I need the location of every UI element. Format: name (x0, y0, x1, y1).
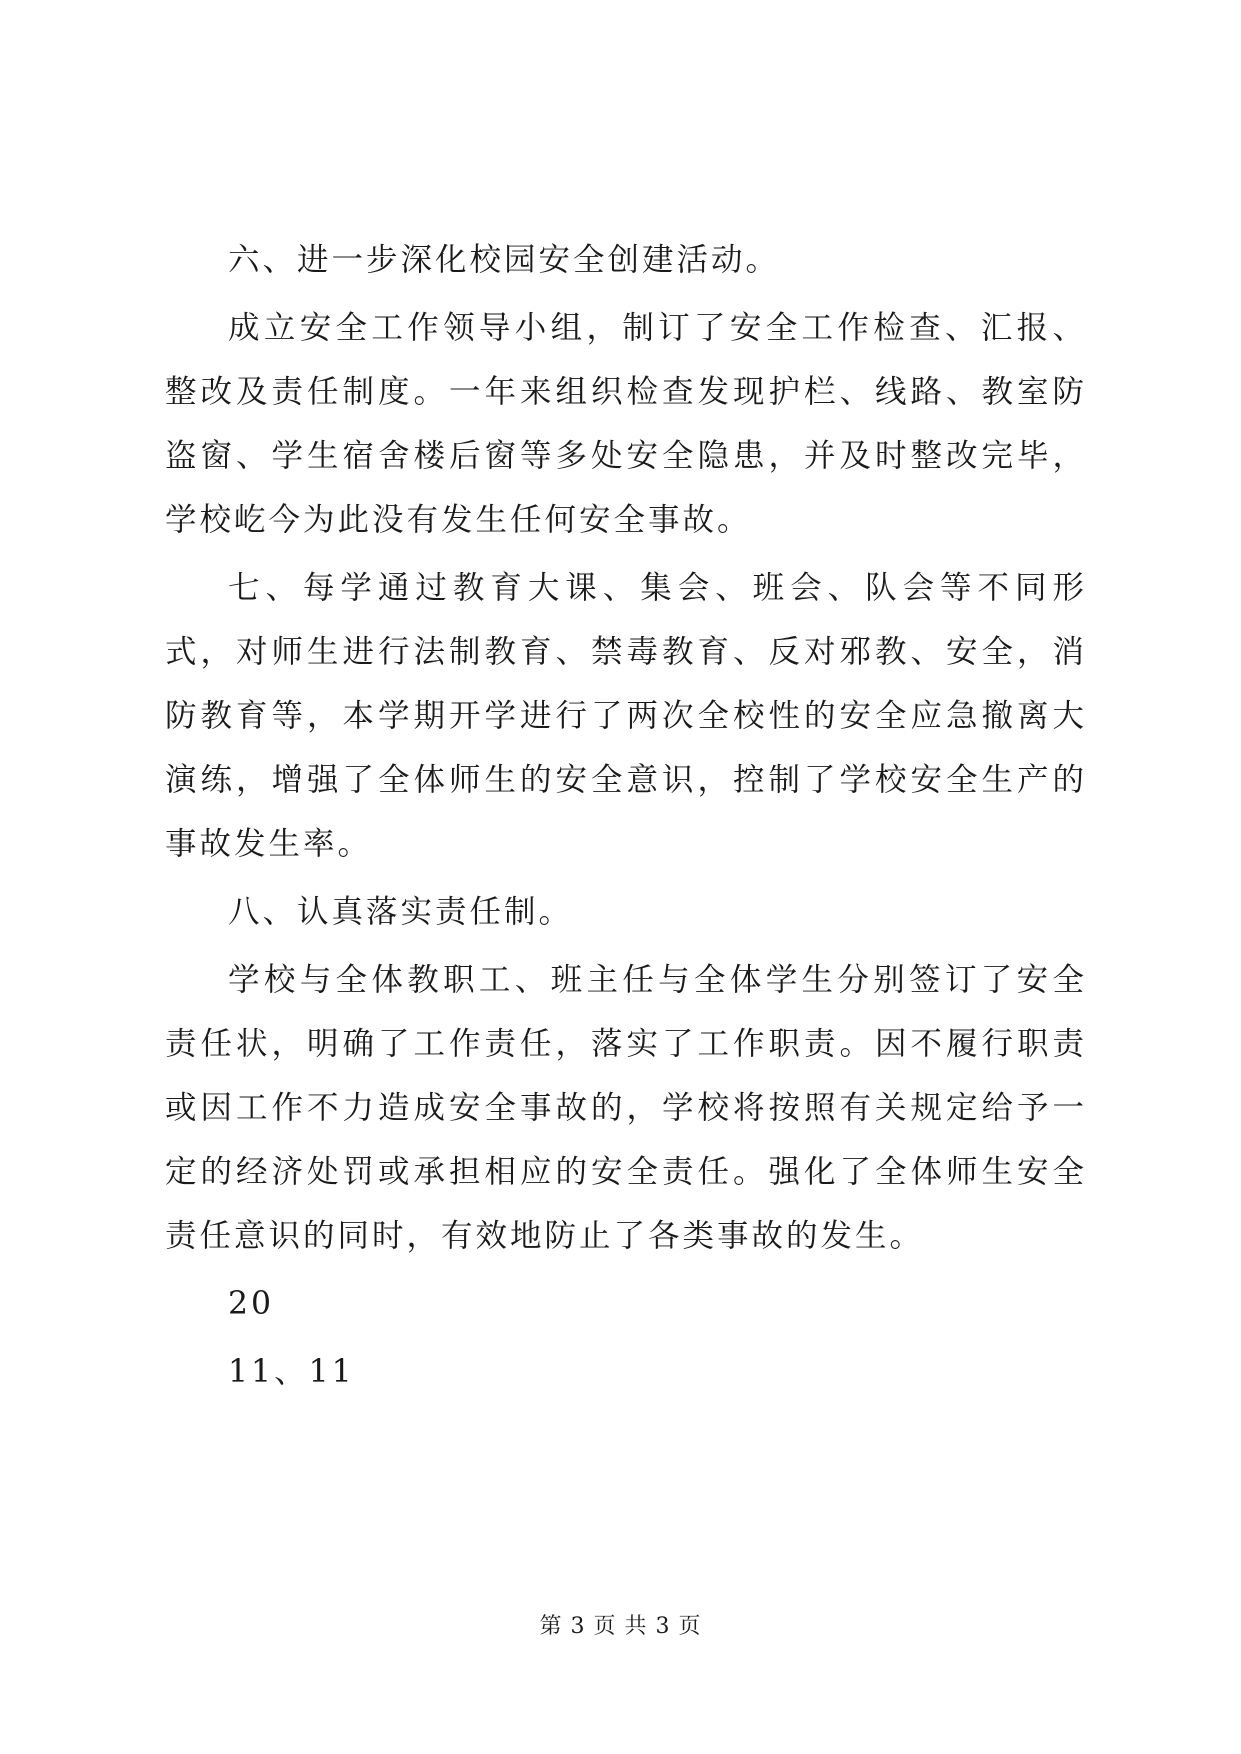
section-paragraph-7: 七、每学通过教育大课、集会、班会、队会等不同形式，对师生进行法制教育、禁毒教育、反对邪教、安全，消防教育等，本学期开学进行了两次全校性的安全应急撤离大演练，增强了全体师生的安全意识，控制了学校安全生产的事故发生率。 (165, 570, 1087, 862)
section-heading-8: 八、认真落实责任制。 (228, 894, 574, 930)
date-fragment-year: 20 (228, 1286, 275, 1322)
body-paragraph: 学校与全体教职工、班主任与全体学生分别签订了安全责任状，明确了工作责任，落实了工作职责。因不履行职责或因工作不力造成安全事故的，学校将按照有关规定给予一定的经济处罚或承担相应的安全责任。强化了全体师生安全责任意识的同时，有效地防止了各类事故的发生。 (165, 962, 1087, 1254)
document-body (165, 228, 1087, 1408)
page-number-footer: 第 3 页 共 3 页 (539, 1614, 702, 1639)
section-heading-6: 六、进一步深化校园安全创建活动。 (228, 242, 781, 278)
body-paragraph: 成立安全工作领导小组，制订了安全工作检查、汇报、整改及责任制度。一年来组织检查发现护栏、线路、教室防盗窗、学生宿舍楼后窗等多处安全隐患，并及时整改完毕，学校屹今为此没有发生任何安全事故。 (165, 310, 1087, 538)
date-fragment-month-day: 11、11 (228, 1354, 355, 1390)
